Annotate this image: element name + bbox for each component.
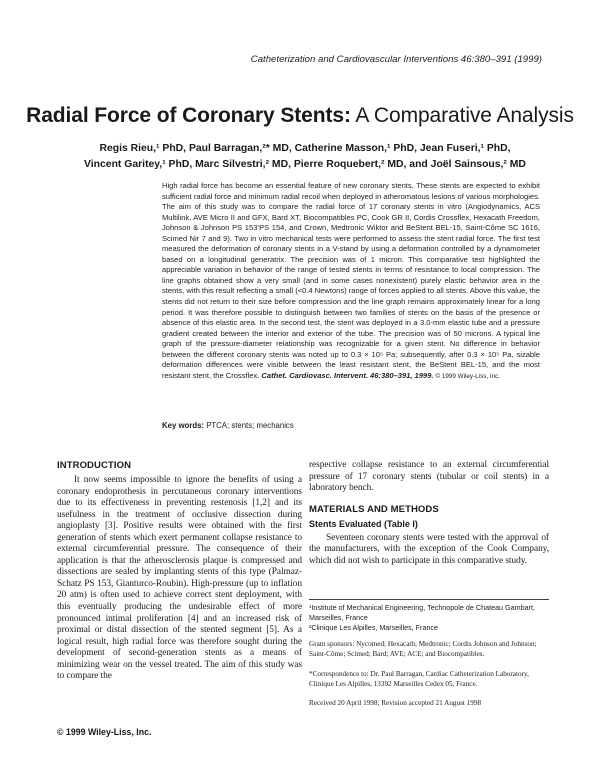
affiliation-1: ¹Institute of Mechanical Engineering, Technopole de Chateau Gambart, Marseilles, France [309, 603, 536, 622]
footnote-divider [309, 599, 549, 600]
stents-evaluated-heading: Stents Evaluated (Table I) [309, 518, 418, 529]
title-subtitle: A Comparative Analysis [350, 104, 574, 127]
left-column [57, 460, 302, 683]
keywords-text: PTCA; stents; mechanics [204, 421, 294, 430]
article-title [0, 104, 600, 128]
correspondence-footnote: *Correspondence to: Dr. Paul Barragan, Cardiac Catheterization Laboratory, Clinique Les Alpilles, 13392 Marseilles Cedex 05, France. [309, 670, 529, 688]
introduction-heading: INTRODUCTION [57, 460, 132, 471]
title-main: Radial Force of Coronary Stents: [26, 104, 351, 127]
received-footnote: Received 20 April 1998; Revision accepted 21 August 1998 [309, 699, 482, 707]
grant-footnote: Grant sponsors: Nycomed; Hexacath; Medtronic; Cordis Johnson and Johnson; Saint-Côme; Scimed; Bard; AVE; ACE; and Biocompatibles. [309, 640, 537, 658]
author-line-1: Regis Rieu,¹ PhD, Paul Barragan,²* MD, Catherine Masson,¹ PhD, Jean Fuseri,¹ PhD, [99, 143, 511, 154]
keywords-label: Key words: [162, 421, 205, 430]
keywords [162, 421, 294, 430]
methods-heading: MATERIALS AND METHODS [309, 503, 439, 515]
abstract [162, 181, 540, 382]
introduction-paragraph: It now seems impossible to ignore the benefits of using a coronary endoprothesis in percutaneous coronary interventions due to its effectiveness in preventing restenosis [1,2] and its usefulness in the treatment of occlusive dissection during angioplasty [3]. Positive results were obtained with the first generation of stents which exert permanent collapse resistance to external circumferential pressure. The consequence of their application is that the atherosclerosis plaque is compressed and dissections are sealed by implanting stents of this type (Palmaz-Schatz PS 153, Gianturco-Roubin). High-pressure (up to inflation 20 atm) is often used to achieve correct stent deployment, with this eventually producing the undesirable effect of more pronounced intimal proliferation [4] and an increased risk of proximal or distal dissection of the stented segment [5]. As a logical result, high radial force was therefore sought during the development of second-generation stents as a means of minimizing wear on the vessel treated. The aim of this study was to compare the [57, 475, 302, 682]
running-head: Catheterization and Cardiovascular Interventions 46:380–391 (1999) [250, 54, 542, 65]
affiliation-footnotes [309, 603, 549, 633]
author-list [70, 141, 540, 173]
author-line-2: Vincent Garitey,¹ PhD, Marc Silvestri,² MD, Pierre Roquebert,² MD, and Joël Sainsous,² MD [84, 159, 526, 170]
abstract-citation: Cathet. Cardiovasc. Intervent. 46:380–391, 1999. [261, 370, 434, 380]
introduction-continuation: respective collapse resistance to an external circumferential pressure of 17 coronary stents (tubular or coil stents) in a laboratory bench. [309, 460, 549, 494]
stents-evaluated-paragraph: Seventeen coronary stents were tested with the approval of the manufacturers, with the exception of the Cook Company, which did not wish to participate in this comparative study. [309, 532, 549, 566]
affiliation-2: ²Clinique Les Alpilles, Marseilles, France [309, 622, 439, 632]
abstract-copyright: © 1999 Wiley-Liss, Inc. [435, 372, 501, 380]
page-copyright: © 1999 Wiley-Liss, Inc. [57, 727, 152, 737]
abstract-body: High radial force has become an essential feature of new coronary stents. These stents are expected to exhibit sufficient radial force and minimum radial recoil when deployed in atheromatous lesions of various morphologies. The aim of this study was to compare the radial force of 17 coronary stents in vitro (Angiodynamics, ACS Multilink, AVE Micro II and GFX, Bard XT, Biocompatibles PC, Cook GR II, Cordis Crossflex, Hexacath Freedom, Johnson & Johnson PS 153’PS 154, and Crown, Medtronic Wiktor and BeStent BEL-15, Saint-Côme SC 1616, Scimed Nir 7 and 9). Two in vitro mechanical tests were performed to assess the stent radial force. The first test measured the deformation of coronary stents in a V-stand by using a deformation controlled by a dynamometer based on a longitudinal generatrix. The precision was of 1 micron. This comparative test highlighted the appreciable variation in behavior of the range of tested stents in terms of resistance to local compression. The line graphs obtained show a very small (and in some cases nonexistent) purely elastic behavior area in the stents, with this result reflecting a small (<0.4 Newtons) range of forces applied to all stents. Above this value, the stents did not return to their size before compression and the line graph remains approximately linear for a long period. It was therefore possible to distinguish between two families of stents on the basis of the presence or absence of this elastic area. In the second test, the stent was deployed in a 3.0-mm elastic tube and a pressure gradient created between the interior and exterior of the tube. The precision was of 50 microns. A typical line graph of the pressure-diameter relationship was recognizable for a given stent. No difference in behavior between the different coronary stents was noted up to 0.3 × 10⁵ Pa; subsequently, after 0.3 × 10⁵ Pa, sizable deformation differences were visible between the least resistant stent, the BeStent BEL-15, and the most resistant stent, the Crossflex. [162, 181, 540, 380]
right-column [309, 460, 549, 567]
